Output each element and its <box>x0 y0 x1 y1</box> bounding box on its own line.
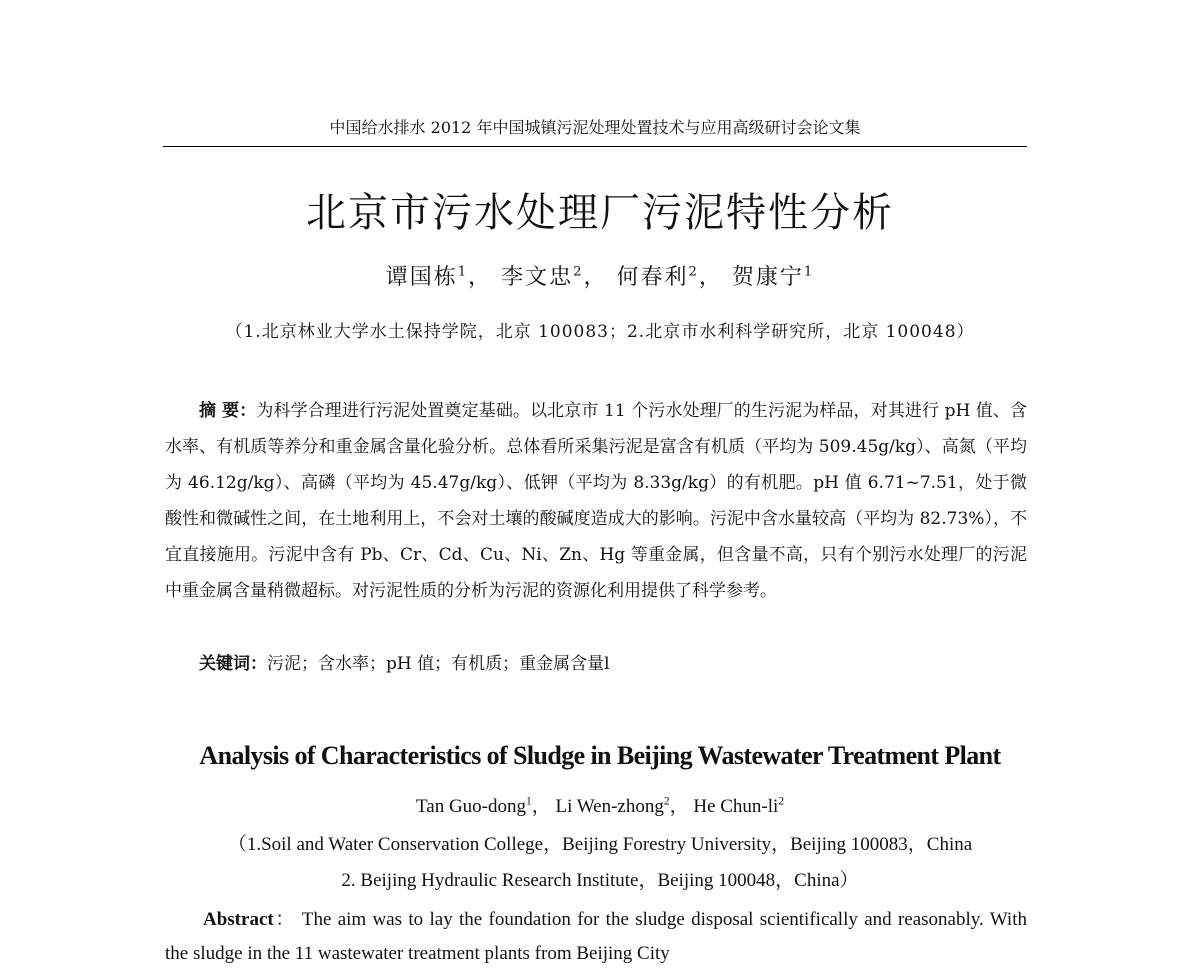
running-header: 中国给水排水 2012 年中国城镇污泥处理处置技术与应用高级研讨会论文集 <box>329 118 861 137</box>
author-aff-marker: 1 <box>803 264 815 280</box>
author-aff-marker: 2 <box>573 264 584 280</box>
abstract-en-label: Abstract <box>203 909 274 930</box>
author-zh: 谭国栋 <box>385 265 458 290</box>
affiliation-en-line2: 2. Beijing Hydraulic Research Institute，Beijing 100048，China） <box>341 870 859 891</box>
author-en: Tan Guo-dong <box>415 796 526 817</box>
author-aff-marker: 2 <box>688 264 699 280</box>
keywords-zh-text: 污泥；含水率；pH 值；有机质；重金属含量l <box>267 654 610 674</box>
title-zh: 北京市污水处理厂污泥特性分析 <box>306 190 894 236</box>
author-en: He Chun-li <box>693 796 779 817</box>
author-aff-marker: 1 <box>526 795 532 808</box>
keywords-zh <box>165 648 1027 680</box>
header-rule <box>163 146 1027 147</box>
abstract-zh-label: 摘 要： <box>199 401 257 421</box>
author-zh: 贺康宁 <box>731 265 804 290</box>
author-zh: 何春利 <box>616 265 689 290</box>
author-aff-marker: 2 <box>663 795 670 808</box>
authors-zh: 谭国栋$^1$， 李文忠$^2$， 何春利$^2$， 贺康宁$^1$ <box>385 264 815 290</box>
affiliation-en-line1: （1.Soil and Water Conservation College，Beijing Forestry University，Beijing 100083，China <box>227 834 973 855</box>
title-en: Analysis of Characteristics of Sludge in Beijing Wastewater Treatment Plant <box>199 741 1001 770</box>
abstract-en-sep: ： <box>273 909 296 930</box>
keywords-zh-label: 关键词： <box>199 654 267 674</box>
abstract-zh <box>165 393 1027 609</box>
abstract-zh-text: 为科学合理进行污泥处置奠定基础。以北京市 11 个污水处理厂的生污泥为样品，对其进行 pH 值、含水率、有机质等养分和重金属含量化验分析。总体看所采集污泥是富含有机质（平均为 509.45g/kg）、高氮（平均为 46.12g/kg）、高磷（平均为 45.47g/kg）、低钾（平均为 8.33g/kg）的有机肥。pH 值 6.71~7.51，处于微酸性和微碱性之间，在土地利用上，不会对土壤的酸碱度造成大的影响。污泥中含水量较高（平均为 82.73%），不宜直接施用。污泥中含有 Pb、Cr、Cd、Cu、Ni、Zn、Hg 等重金属，但含量不高，只有个别污水处理厂的污泥中重金属含量稍微超标。对污泥性质的分析为污泥的资源化利用提供了科学参考。 <box>165 401 1028 601</box>
abstract-en-text: The aim was to lay the foundation for the sludge disposal scientifically and reasonably. With the sludge in the 11 wastewater treatment plants from Beijing City <box>165 909 1027 964</box>
affiliation-zh: （1.北京林业大学水土保持学院，北京 100083；2.北京市水利科学研究所，北京 100048） <box>225 322 975 342</box>
author-zh: 李文忠 <box>501 265 574 290</box>
author-en: Li Wen-zhong <box>555 796 664 817</box>
authors-en: Tan Guo-dong$^1$， Li Wen-zhong$^2$， He Chun-$li^2$ <box>415 795 785 817</box>
abstract-en <box>165 903 1027 971</box>
author-aff-marker: 2 <box>778 795 785 808</box>
author-aff-marker: 1 <box>457 264 469 280</box>
